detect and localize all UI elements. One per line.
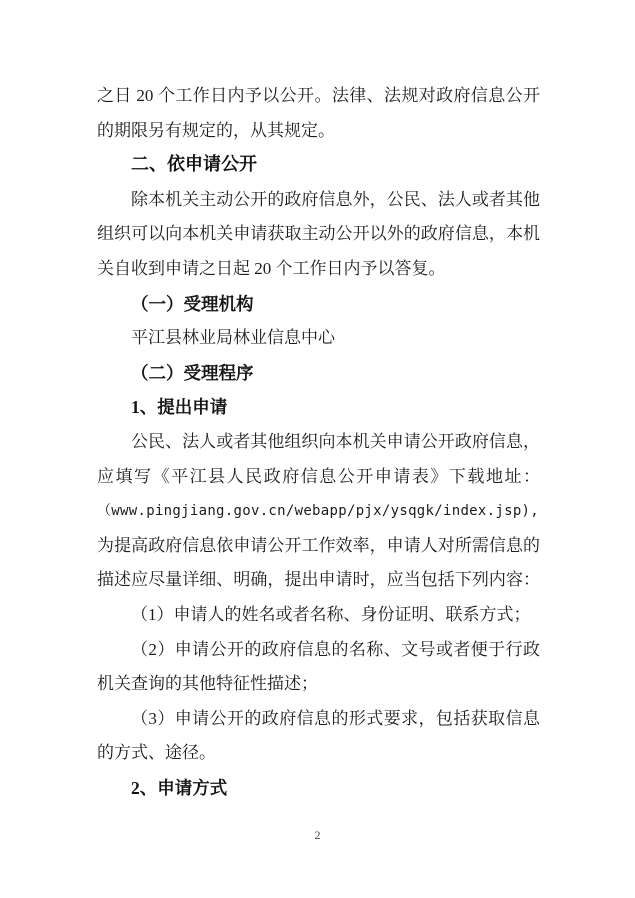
- heading-item-1: 1、提出申请: [131, 397, 228, 418]
- body-text-line: 机关查询的其他特征性描述；: [97, 674, 318, 694]
- body-text-line: 为提高政府信息依申请公开工作效率，申请人对所需信息的: [97, 535, 540, 555]
- body-text-line: （2）申请公开的政府信息的名称、文号或者便于行政: [131, 639, 540, 659]
- body-text-line: 组织可以向本机关申请获取主动公开以外的政府信息，本机: [97, 224, 540, 244]
- heading-section-two: 二、依申请公开: [131, 154, 257, 176]
- heading-subsection-two: （二）受理程序: [131, 362, 254, 383]
- body-text-line: 应填写《平江县人民政府信息公开申请表》下载地址：: [97, 466, 540, 486]
- body-text-line: 平江县林业局林业信息中心: [131, 328, 335, 348]
- body-text-line: 描述应尽量详细、明确，提出申请时，应当包括下列内容：: [97, 570, 540, 590]
- body-text-line: 除本机关主动公开的政府信息外，公民、法人或者其他: [131, 189, 540, 209]
- heading-item-2: 2、申请方式: [131, 777, 228, 798]
- body-text-line: （1）申请人的姓名或者名称、身份证明、联系方式；: [131, 604, 531, 624]
- body-text-line: 之日 20 个工作日内予以公开。法律、法规对政府信息公开: [97, 86, 540, 105]
- body-text-line: 公民、法人或者其他组织向本机关申请公开政府信息，: [131, 431, 540, 451]
- body-text-line: 关自收到申请之日起 20 个工作日内予以答复。: [97, 258, 446, 278]
- body-text-line: （3）申请公开的政府信息的形式要求，包括获取信息: [131, 708, 540, 728]
- document-text-block: [97, 79, 540, 805]
- body-text-line: 的期限另有规定的，从其规定。: [97, 120, 335, 140]
- body-text-line: 的方式、途径。: [97, 743, 216, 763]
- heading-subsection-one: （一）受理机构: [131, 293, 254, 314]
- page-number: 2: [314, 828, 321, 842]
- url-line: （www.pingjiang.gov.cn/webapp/pjx/ysqgk/index.jsp),: [97, 503, 540, 520]
